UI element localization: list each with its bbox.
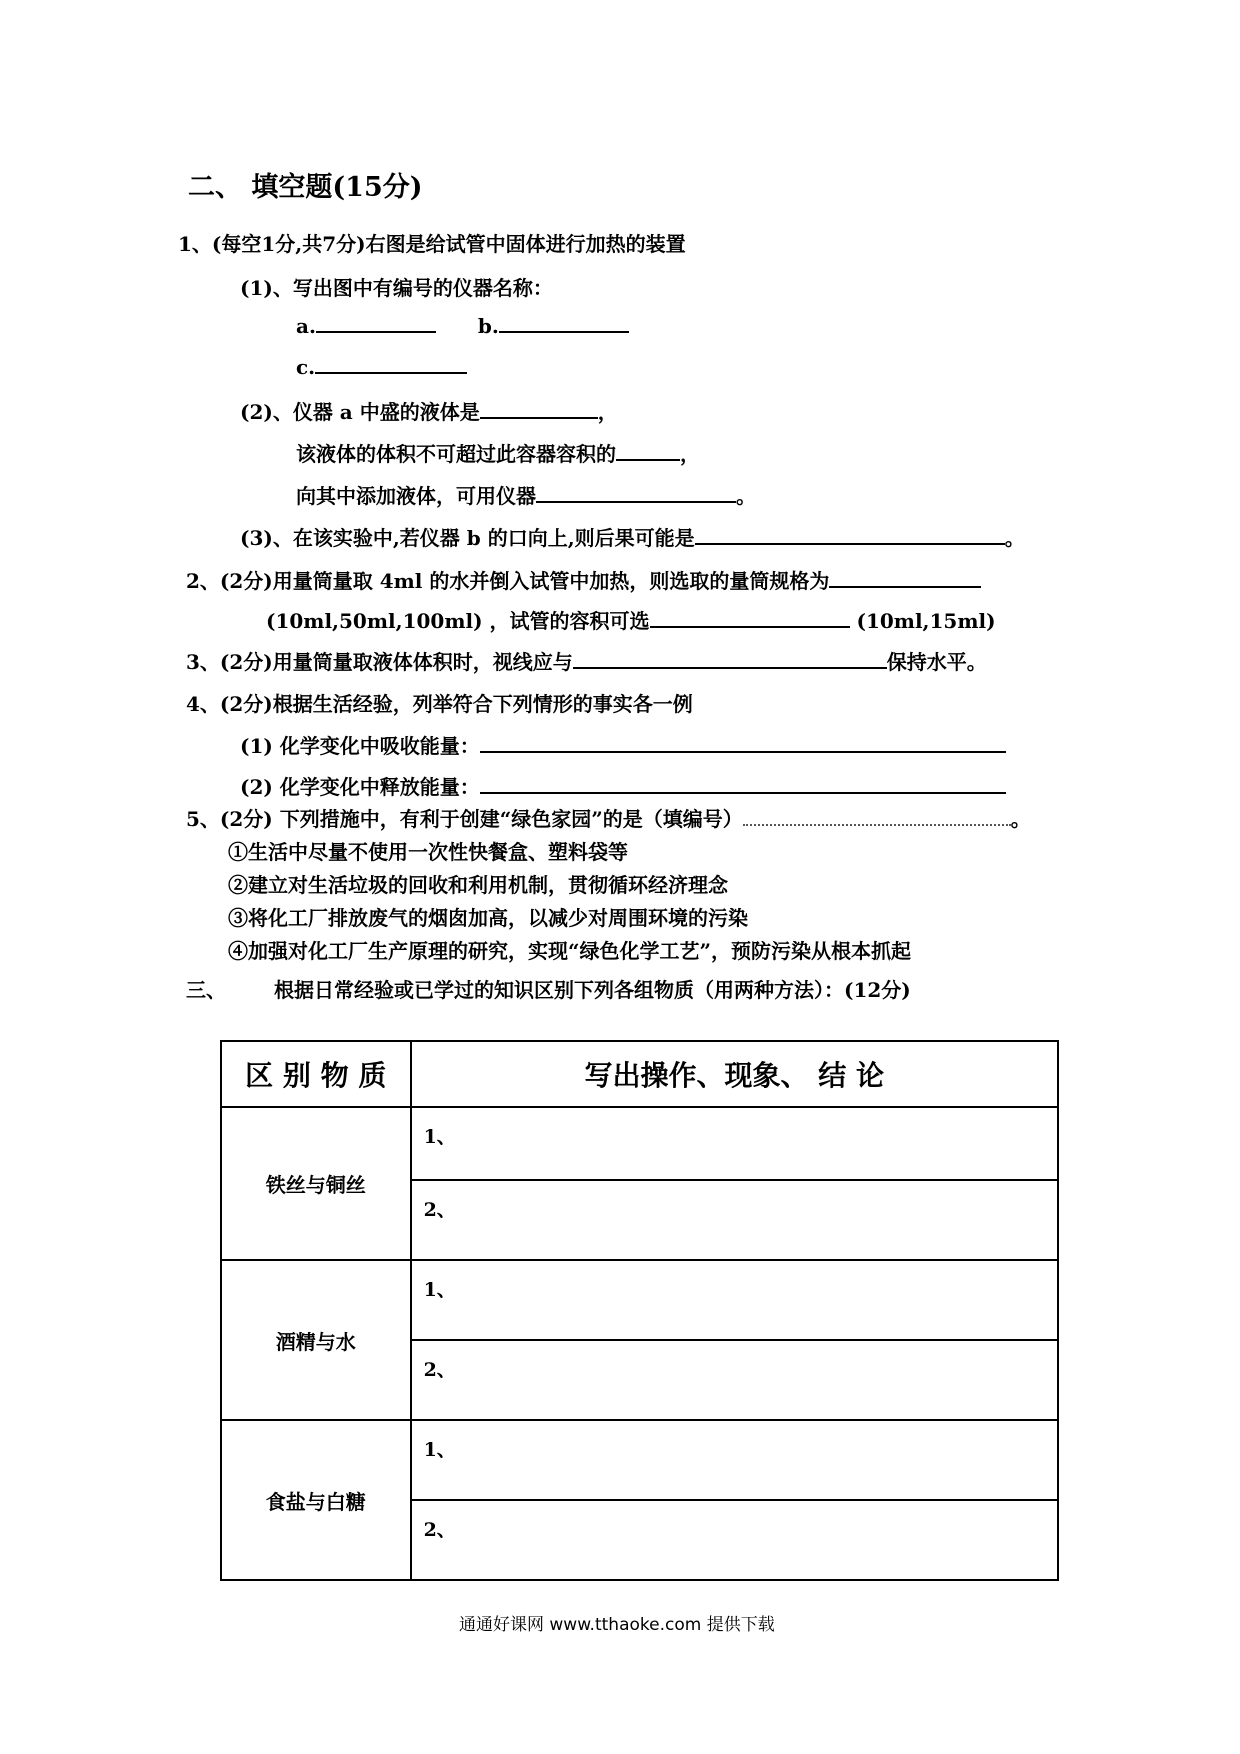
blank-volume[interactable] bbox=[616, 441, 680, 461]
blank-liquid[interactable] bbox=[480, 399, 598, 419]
question-5-option-3: ③将化工厂排放废气的烟囱加高，以减少对周围环境的污染 bbox=[228, 906, 748, 930]
question-4-item-2: (2) 化学变化中释放能量： bbox=[240, 771, 1006, 800]
answer-cell[interactable]: 1、 bbox=[411, 1420, 1058, 1500]
blank-absorb-energy[interactable] bbox=[480, 733, 1006, 753]
blank-row-c bbox=[296, 354, 467, 379]
section-2-title: 二、 填空题(15分) bbox=[188, 172, 423, 203]
page-footer: 通通好课网 www.tthaoke.com 提供下载 bbox=[459, 1615, 775, 1635]
blank-a[interactable] bbox=[316, 313, 436, 333]
question-2-line-1: 2、(2分)用量筒量取 4ml 的水并倒入试管中加热，则选取的量筒规格为 bbox=[186, 565, 981, 594]
distinguish-table bbox=[220, 1040, 1059, 1581]
blank-row-ab bbox=[296, 313, 629, 338]
group-alcohol-water: 酒精与水 bbox=[221, 1260, 411, 1420]
blank-b[interactable] bbox=[499, 313, 629, 333]
question-1-part-1: (1)、写出图中有编号的仪器名称： bbox=[240, 276, 553, 300]
answer-cell[interactable]: 1、 bbox=[411, 1260, 1058, 1340]
question-2-line-2: (10ml,50ml,100ml) ，试管的容积可选 (10ml,15ml) bbox=[266, 609, 996, 633]
label-b: b. bbox=[477, 314, 499, 338]
question-5-stem: 5、(2分) 下列措施中，有利于创建“绿色家园”的是（填编号） 。 bbox=[186, 807, 1031, 831]
question-4-item-1: (1) 化学变化中吸收能量： bbox=[240, 730, 1006, 759]
blank-c[interactable] bbox=[315, 354, 467, 374]
header-method: 写出操作、现象、 结 论 bbox=[411, 1041, 1058, 1107]
group-iron-copper: 铁丝与铜丝 bbox=[221, 1107, 411, 1260]
section-3-title: 根据日常经验或已学过的知识区别下列各组物质（用两种方法）：(12分) bbox=[274, 978, 911, 1002]
answer-cell[interactable]: 2、 bbox=[411, 1340, 1058, 1420]
label-c: c. bbox=[296, 355, 316, 379]
blank-sight-line[interactable] bbox=[573, 649, 887, 669]
question-5-option-2: ②建立对生活垃圾的回收和利用机制，贯彻循环经济理念 bbox=[228, 873, 728, 897]
answer-cell[interactable]: 2、 bbox=[411, 1500, 1058, 1580]
answer-cell[interactable]: 1、 bbox=[411, 1107, 1058, 1180]
blank-consequence[interactable] bbox=[695, 525, 1005, 545]
label-a: a. bbox=[296, 314, 316, 338]
question-1-part-3: (3)、在该实验中,若仪器 b 的口向上,则后果可能是 。 bbox=[240, 526, 1025, 550]
blank-cylinder[interactable] bbox=[829, 568, 981, 588]
question-3: 3、(2分)用量筒量取液体体积时，视线应与 保持水平。 bbox=[186, 650, 987, 674]
blank-green-home[interactable] bbox=[743, 806, 1011, 826]
question-1-part-2b: 该液体的体积不可超过此容器容积的 ， bbox=[296, 442, 700, 466]
blank-instrument[interactable] bbox=[536, 483, 736, 503]
blank-test-tube[interactable] bbox=[650, 608, 850, 628]
question-4-stem: 4、(2分)根据生活经验，列举符合下列情形的事实各一例 bbox=[186, 692, 693, 716]
question-1-part-2: (2)、仪器 a 中盛的液体是 ， bbox=[240, 400, 618, 424]
section-3-number: 三、 bbox=[186, 978, 226, 1002]
group-salt-sugar: 食盐与白糖 bbox=[221, 1420, 411, 1580]
question-5-option-1: ①生活中尽量不使用一次性快餐盒、塑料袋等 bbox=[228, 840, 628, 864]
question-1-stem: 1、(每空1分,共7分)右图是给试管中固体进行加热的装置 bbox=[178, 232, 686, 256]
header-substances: 区 别 物 质 bbox=[221, 1041, 411, 1107]
question-1-part-2c: 向其中添加液体，可用仪器 。 bbox=[296, 484, 756, 508]
question-5-option-4: ④加强对化工厂生产原理的研究，实现“绿色化学工艺”，预防污染从根本抓起 bbox=[228, 939, 912, 963]
answer-cell[interactable]: 2、 bbox=[411, 1180, 1058, 1260]
blank-release-energy[interactable] bbox=[480, 774, 1006, 794]
